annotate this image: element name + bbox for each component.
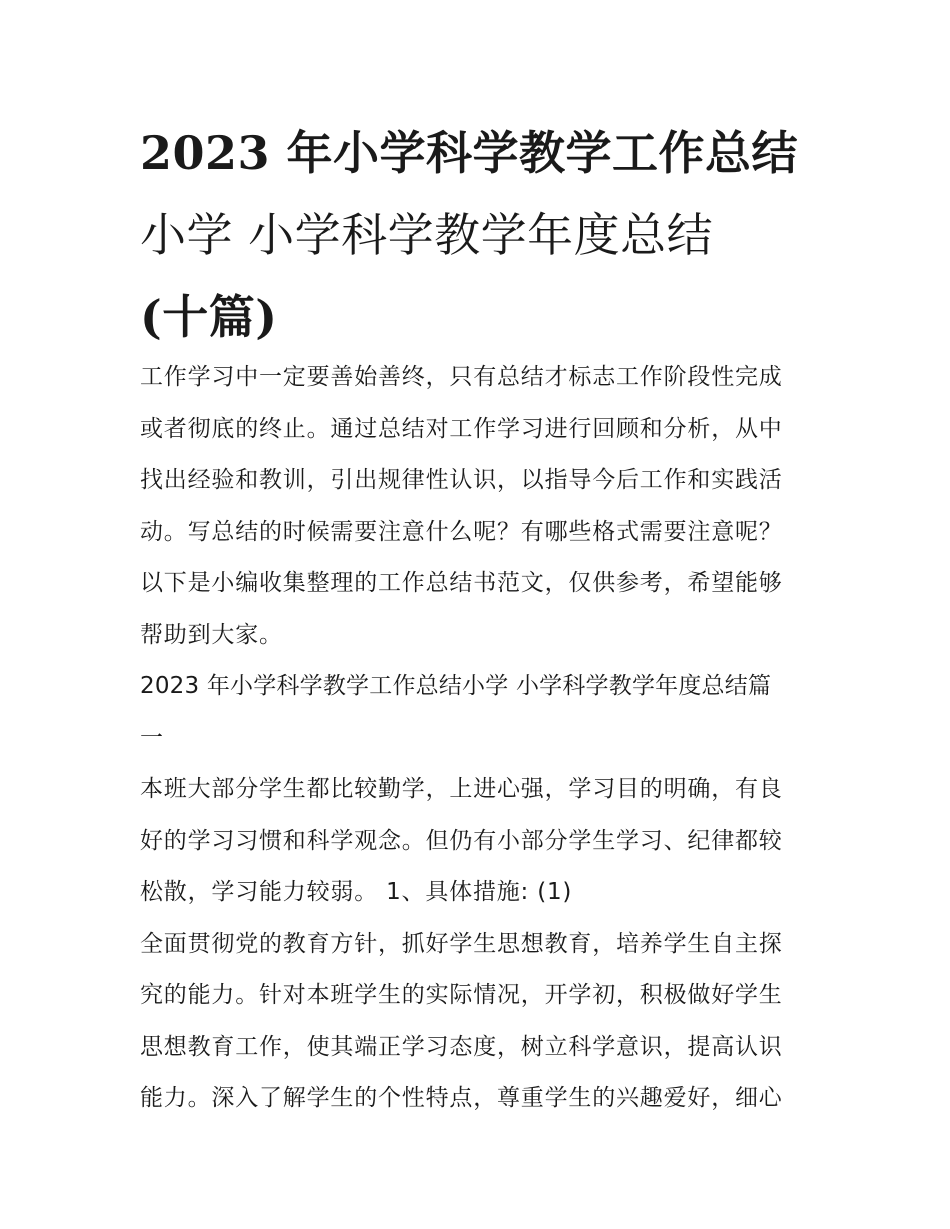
text-line: 工作学习中一定要善始善终，只有总结才标志工作阶段性完成 [140,364,783,390]
document-title [140,112,820,358]
section-heading-line: 一 [140,724,164,751]
text-line: 帮助到大家。 [140,621,283,648]
text-line: 本班大部分学生都比较勤学，上进心强，学习目的明确，有良 [140,776,783,802]
section-heading-line: 2023 年小学科学教学工作总结小学 小学科学教学年度总结篇 [140,673,772,699]
title-line: 小学 小学科学教学年度总结 [140,208,714,262]
text-line: 找出经验和教训，引出规律性认识，以指导今后工作和实践活 [140,467,783,493]
text-line: 松散，学习能力较弱。 1、具体措施: (1) [140,879,573,905]
text-line: 究的能力。针对本班学生的实际情况，开学初，积极做好学生 [140,982,783,1008]
text-line: 思想教育工作，使其端正学习态度，树立科学意识，提高认识 [140,1033,783,1060]
paragraph-1 [140,764,816,919]
text-line: 好的学习习惯和科学观念。但仍有小部分学生学习、纪律都较 [140,827,783,854]
paragraph-2 [140,919,816,1125]
title-line: 2023 年小学科学教学工作总结 [140,126,799,180]
section-heading [140,661,816,764]
text-line: 动。写总结的时候需要注意什么呢？有哪些格式需要注意呢？ [140,518,783,545]
document-body [140,352,816,1125]
title-line: (十篇) [140,290,278,344]
text-line: 以下是小编收集整理的工作总结书范文，仅供参考，希望能够 [140,570,783,596]
text-line: 或者彻底的终止。通过总结对工作学习进行回顾和分析，从中 [140,415,783,442]
intro-paragraph [140,352,816,661]
text-line: 全面贯彻党的教育方针，抓好学生思想教育，培养学生自主探 [140,930,783,957]
text-line: 能力。深入了解学生的个性特点，尊重学生的兴趣爱好，细心 [140,1085,783,1111]
